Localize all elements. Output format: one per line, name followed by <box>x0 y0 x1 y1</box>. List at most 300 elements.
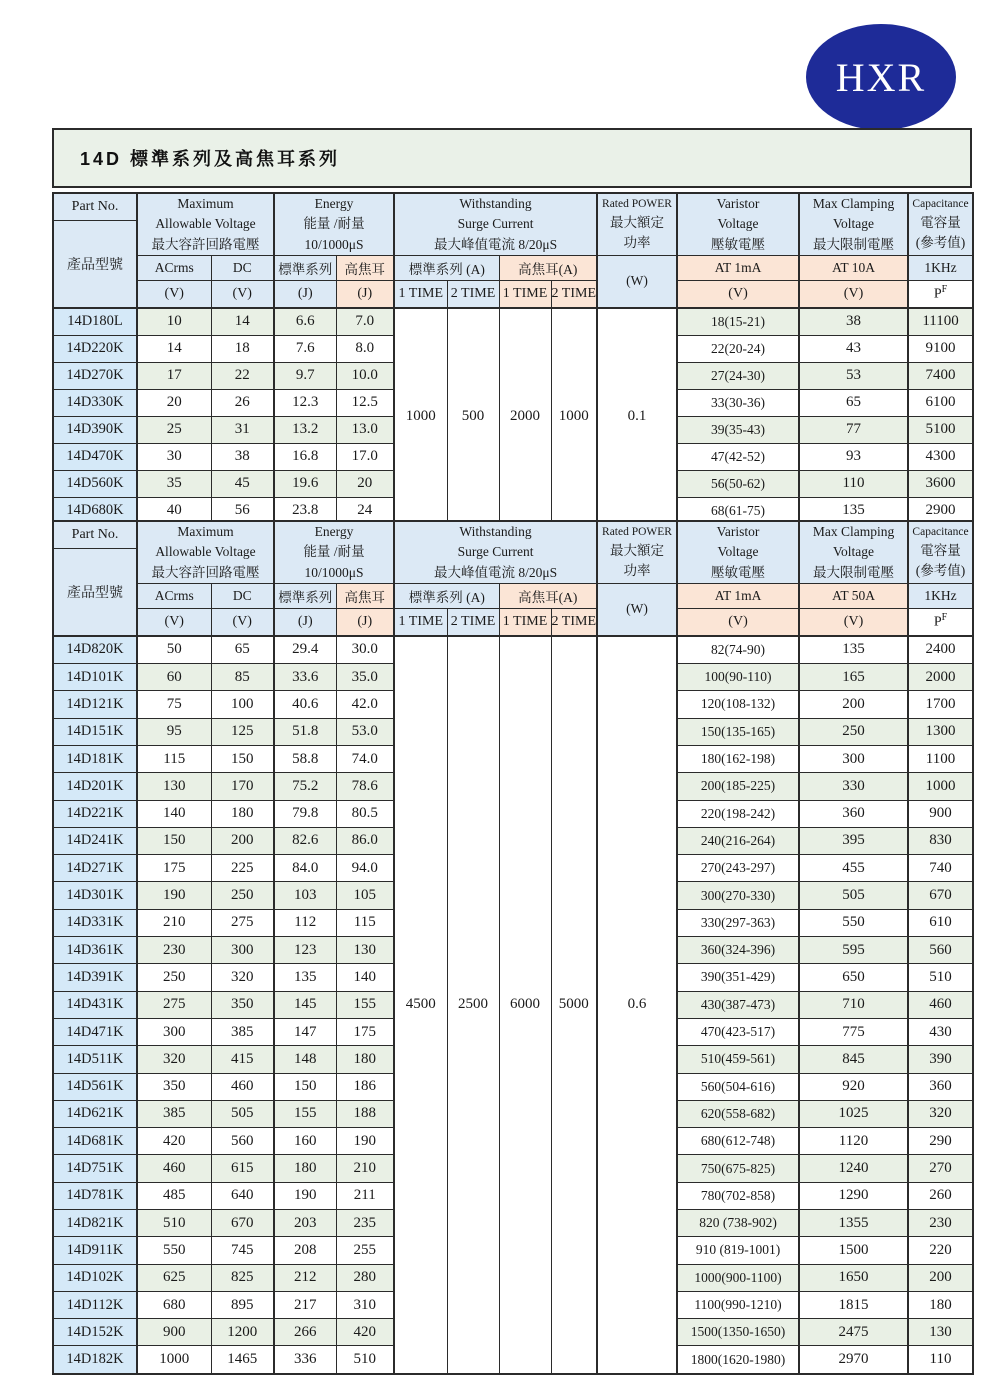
clamping-voltage-cell: 43 <box>799 335 908 362</box>
header-line: Maximum <box>177 524 234 539</box>
energy-std-cell: 12.3 <box>274 389 336 416</box>
acrms-cell: 1000 <box>137 1346 211 1374</box>
energy-high-cell: 510 <box>336 1346 394 1374</box>
surge-current-cell: 6000 <box>499 636 551 1374</box>
capacitance-cell: 1100 <box>908 745 973 772</box>
acrms-cell: 300 <box>137 1018 211 1045</box>
subheader-dc: DC <box>211 255 274 280</box>
surge-current-cell: 4500 <box>394 636 447 1374</box>
capacitance-cell: 6100 <box>908 389 973 416</box>
clamping-voltage-cell: 77 <box>799 416 908 443</box>
dc-cell: 56 <box>211 497 274 525</box>
subheader-at-clamp: AT 10A <box>799 255 908 280</box>
clamping-voltage-cell: 110 <box>799 470 908 497</box>
energy-high-cell: 13.0 <box>336 416 394 443</box>
part-no-cell: 14D470K <box>53 443 137 470</box>
capacitance-cell: 180 <box>908 1291 973 1318</box>
header-line: 10/1000μS <box>304 236 364 252</box>
page-title-bar <box>52 128 972 188</box>
acrms-cell: 250 <box>137 964 211 991</box>
acrms-cell: 385 <box>137 1100 211 1127</box>
unit-pf <box>908 280 973 308</box>
surge-current-cell: 1000 <box>551 308 597 525</box>
varistor-voltage-cell: 1100(990-1210) <box>677 1291 799 1318</box>
energy-std-cell: 84.0 <box>274 855 336 882</box>
acrms-cell: 460 <box>137 1155 211 1182</box>
spec-table-50a <box>52 520 974 1375</box>
energy-high-cell: 175 <box>336 1018 394 1045</box>
energy-high-cell: 186 <box>336 1073 394 1100</box>
header-line: Rated POWER <box>602 197 672 210</box>
subheader-acrms: ACrms <box>137 255 211 280</box>
energy-std-cell: 79.8 <box>274 800 336 827</box>
energy-std-cell: 155 <box>274 1100 336 1127</box>
part-no-cell: 14D820K <box>53 636 137 664</box>
clamping-voltage-cell: 1355 <box>799 1209 908 1236</box>
surge-current-cell: 5000 <box>551 636 597 1374</box>
part-no-cell: 14D151K <box>53 718 137 745</box>
energy-std-cell: 7.6 <box>274 335 336 362</box>
energy-std-cell: 336 <box>274 1346 336 1374</box>
clamping-voltage-cell: 360 <box>799 800 908 827</box>
clamping-voltage-cell: 165 <box>799 664 908 691</box>
dc-cell: 1465 <box>211 1346 274 1374</box>
header-line: Voltage <box>833 544 875 560</box>
clamping-voltage-cell: 38 <box>799 308 908 336</box>
energy-high-cell: 42.0 <box>336 691 394 718</box>
energy-high-cell: 211 <box>336 1182 394 1209</box>
dc-cell: 250 <box>211 882 274 909</box>
header-line: Max Clamping <box>812 524 895 539</box>
varistor-voltage-cell: 150(135-165) <box>677 718 799 745</box>
col-header-varistor-voltage <box>677 193 799 255</box>
varistor-voltage-cell: 120(108-132) <box>677 691 799 718</box>
energy-high-cell: 30.0 <box>336 636 394 664</box>
header-line: Surge Current <box>457 216 534 232</box>
clamping-voltage-cell: 595 <box>799 937 908 964</box>
capacitance-cell: 7400 <box>908 362 973 389</box>
capacitance-cell: 4300 <box>908 443 973 470</box>
acrms-cell: 115 <box>137 745 211 772</box>
subheader-high-joule-a: 高焦耳(A) <box>499 255 597 280</box>
part-no-cell: 14D821K <box>53 1209 137 1236</box>
energy-std-cell: 13.2 <box>274 416 336 443</box>
part-no-cell: 14D361K <box>53 937 137 964</box>
varistor-voltage-cell: 430(387-473) <box>677 991 799 1018</box>
acrms-cell: 550 <box>137 1237 211 1264</box>
energy-high-cell: 35.0 <box>336 664 394 691</box>
energy-std-cell: 75.2 <box>274 773 336 800</box>
acrms-cell: 210 <box>137 909 211 936</box>
clamping-voltage-cell: 1650 <box>799 1264 908 1291</box>
energy-std-cell: 82.6 <box>274 827 336 854</box>
varistor-voltage-cell: 300(270-330) <box>677 882 799 909</box>
unit-acrms-v: (V) <box>137 608 211 636</box>
hxr-logo <box>806 24 956 130</box>
dc-cell: 38 <box>211 443 274 470</box>
header-line: Energy <box>314 196 354 211</box>
col-header-varistor-voltage <box>677 521 799 583</box>
dc-cell: 100 <box>211 691 274 718</box>
acrms-cell: 140 <box>137 800 211 827</box>
unit-high-2time: 2 TIME <box>551 608 597 636</box>
subheader-1khz: 1KHz <box>908 255 973 280</box>
varistor-voltage-cell: 220(198-242) <box>677 800 799 827</box>
energy-std-cell: 23.8 <box>274 497 336 525</box>
dc-cell: 225 <box>211 855 274 882</box>
clamping-voltage-cell: 300 <box>799 745 908 772</box>
acrms-cell: 95 <box>137 718 211 745</box>
varistor-voltage-cell: 470(423-517) <box>677 1018 799 1045</box>
unit-varistor-v: (V) <box>677 608 799 636</box>
part-no-cell: 14D271K <box>53 855 137 882</box>
capacitance-cell: 2000 <box>908 664 973 691</box>
part-no-cell: 14D561K <box>53 1073 137 1100</box>
subheader-std-series-a: 標準系列 (A) <box>394 255 499 280</box>
clamping-voltage-cell: 1290 <box>799 1182 908 1209</box>
capacitance-cell: 5100 <box>908 416 973 443</box>
part-no-cell: 14D270K <box>53 362 137 389</box>
subheader-at-1ma: AT 1mA <box>677 255 799 280</box>
energy-std-cell: 103 <box>274 882 336 909</box>
header-line: Max Clamping <box>812 196 895 211</box>
dc-cell: 385 <box>211 1018 274 1045</box>
col-header-part-no-zh: 產品型號 <box>53 549 137 636</box>
energy-high-cell: 155 <box>336 991 394 1018</box>
energy-high-cell: 86.0 <box>336 827 394 854</box>
subheader-std-series-j: 標準系列 <box>274 255 336 280</box>
varistor-voltage-cell: 270(243-297) <box>677 855 799 882</box>
unit-dc-v: (V) <box>211 280 274 308</box>
unit-std-j: (J) <box>274 608 336 636</box>
clamping-voltage-cell: 2970 <box>799 1346 908 1374</box>
dc-cell: 18 <box>211 335 274 362</box>
varistor-voltage-cell: 750(675-825) <box>677 1155 799 1182</box>
dc-cell: 460 <box>211 1073 274 1100</box>
energy-high-cell: 24 <box>336 497 394 525</box>
pf-base: P <box>933 615 942 631</box>
unit-clamp-v: (V) <box>799 280 908 308</box>
energy-std-cell: 148 <box>274 1046 336 1073</box>
part-no-cell: 14D241K <box>53 827 137 854</box>
energy-high-cell: 235 <box>336 1209 394 1236</box>
header-line: Allowable Voltage <box>155 544 256 560</box>
unit-high-2time: 2 TIME <box>551 280 597 308</box>
subheader-std-series-j: 標準系列 <box>274 583 336 608</box>
pf-base: P <box>933 287 942 303</box>
header-line: 電容量 <box>920 214 961 230</box>
capacitance-cell: 3600 <box>908 470 973 497</box>
clamping-voltage-cell: 1240 <box>799 1155 908 1182</box>
col-header-surge <box>394 521 597 583</box>
energy-high-cell: 12.5 <box>336 389 394 416</box>
varistor-voltage-cell: 240(216-264) <box>677 827 799 854</box>
energy-high-cell: 140 <box>336 964 394 991</box>
dc-cell: 22 <box>211 362 274 389</box>
table-row <box>53 308 973 336</box>
clamping-voltage-cell: 65 <box>799 389 908 416</box>
varistor-voltage-cell: 780(702-858) <box>677 1182 799 1209</box>
part-no-cell: 14D182K <box>53 1346 137 1374</box>
dc-cell: 300 <box>211 937 274 964</box>
header-line: Surge Current <box>457 544 534 560</box>
energy-std-cell: 212 <box>274 1264 336 1291</box>
col-header-surge <box>394 193 597 255</box>
dc-cell: 170 <box>211 773 274 800</box>
energy-std-cell: 16.8 <box>274 443 336 470</box>
header-line: 能量 /耐量 <box>303 216 365 232</box>
capacitance-cell: 670 <box>908 882 973 909</box>
dc-cell: 320 <box>211 964 274 991</box>
energy-std-cell: 40.6 <box>274 691 336 718</box>
acrms-cell: 420 <box>137 1128 211 1155</box>
varistor-voltage-cell: 47(42-52) <box>677 443 799 470</box>
unit-clamp-v: (V) <box>799 608 908 636</box>
capacitance-cell: 1000 <box>908 773 973 800</box>
dc-cell: 560 <box>211 1128 274 1155</box>
header-line: Voltage <box>717 216 759 232</box>
capacitance-cell: 290 <box>908 1128 973 1155</box>
part-no-cell: 14D431K <box>53 991 137 1018</box>
clamping-voltage-cell: 93 <box>799 443 908 470</box>
header-line: 最大容許回路電壓 <box>151 564 260 580</box>
capacitance-cell: 11100 <box>908 308 973 336</box>
col-header-max-voltage <box>137 193 274 255</box>
clamping-voltage-cell: 135 <box>799 636 908 664</box>
clamping-voltage-cell: 135 <box>799 497 908 525</box>
header-line: 功率 <box>623 235 651 250</box>
part-no-cell: 14D221K <box>53 800 137 827</box>
header-line: 最大額定 <box>610 542 665 558</box>
acrms-cell: 17 <box>137 362 211 389</box>
header-line: Varistor <box>716 196 760 211</box>
dc-cell: 745 <box>211 1237 274 1264</box>
energy-std-cell: 19.6 <box>274 470 336 497</box>
part-no-cell: 14D681K <box>53 1128 137 1155</box>
part-no-cell: 14D152K <box>53 1319 137 1346</box>
capacitance-cell: 360 <box>908 1073 973 1100</box>
energy-high-cell: 53.0 <box>336 718 394 745</box>
part-no-cell: 14D101K <box>53 664 137 691</box>
part-no-cell: 14D680K <box>53 497 137 525</box>
acrms-cell: 60 <box>137 664 211 691</box>
acrms-cell: 75 <box>137 691 211 718</box>
energy-std-cell: 123 <box>274 937 336 964</box>
varistor-voltage-cell: 1800(1620-1980) <box>677 1346 799 1374</box>
header-line: 最大峰值電流 8/20μS <box>433 564 558 580</box>
clamping-voltage-cell: 650 <box>799 964 908 991</box>
surge-current-cell: 1000 <box>394 308 447 525</box>
unit-high-1time: 1 TIME <box>499 608 551 636</box>
energy-high-cell: 280 <box>336 1264 394 1291</box>
dc-cell: 150 <box>211 745 274 772</box>
dc-cell: 415 <box>211 1046 274 1073</box>
acrms-cell: 130 <box>137 773 211 800</box>
clamping-voltage-cell: 710 <box>799 991 908 1018</box>
header-line: 壓敏電壓 <box>711 236 766 252</box>
acrms-cell: 175 <box>137 855 211 882</box>
dc-cell: 200 <box>211 827 274 854</box>
varistor-voltage-cell: 56(50-62) <box>677 470 799 497</box>
subheader-1khz: 1KHz <box>908 583 973 608</box>
clamping-voltage-cell: 200 <box>799 691 908 718</box>
acrms-cell: 485 <box>137 1182 211 1209</box>
energy-std-cell: 135 <box>274 964 336 991</box>
header-line: Voltage <box>717 544 759 560</box>
varistor-voltage-cell: 360(324-396) <box>677 937 799 964</box>
capacitance-cell: 220 <box>908 1237 973 1264</box>
subheader-high-joule-a: 高焦耳(A) <box>499 583 597 608</box>
subheader-std-series-a: 標準系列 (A) <box>394 583 499 608</box>
part-no-cell: 14D102K <box>53 1264 137 1291</box>
part-no-cell: 14D121K <box>53 691 137 718</box>
energy-high-cell: 8.0 <box>336 335 394 362</box>
dc-cell: 65 <box>211 636 274 664</box>
energy-high-cell: 130 <box>336 937 394 964</box>
header-line: Varistor <box>716 524 760 539</box>
header-line: (參考值) <box>915 563 966 578</box>
col-header-max-clamping <box>799 193 908 255</box>
energy-high-cell: 10.0 <box>336 362 394 389</box>
energy-high-cell: 210 <box>336 1155 394 1182</box>
dc-cell: 505 <box>211 1100 274 1127</box>
capacitance-cell: 430 <box>908 1018 973 1045</box>
dc-cell: 825 <box>211 1264 274 1291</box>
unit-acrms-v: (V) <box>137 280 211 308</box>
header-line: 最大峰值電流 8/20μS <box>433 236 558 252</box>
energy-std-cell: 266 <box>274 1319 336 1346</box>
energy-std-cell: 51.8 <box>274 718 336 745</box>
acrms-cell: 275 <box>137 991 211 1018</box>
clamping-voltage-cell: 250 <box>799 718 908 745</box>
capacitance-cell: 110 <box>908 1346 973 1374</box>
capacitance-cell: 900 <box>908 800 973 827</box>
varistor-voltage-cell: 82(74-90) <box>677 636 799 664</box>
energy-std-cell: 203 <box>274 1209 336 1236</box>
varistor-voltage-cell: 560(504-616) <box>677 1073 799 1100</box>
clamping-voltage-cell: 1815 <box>799 1291 908 1318</box>
acrms-cell: 30 <box>137 443 211 470</box>
energy-high-cell: 78.6 <box>336 773 394 800</box>
unit-pf <box>908 608 973 636</box>
clamping-voltage-cell: 53 <box>799 362 908 389</box>
unit-std-j: (J) <box>274 280 336 308</box>
col-header-capacitance <box>908 521 973 583</box>
varistor-voltage-cell: 680(612-748) <box>677 1128 799 1155</box>
part-no-cell: 14D301K <box>53 882 137 909</box>
dc-cell: 275 <box>211 909 274 936</box>
col-header-capacitance <box>908 193 973 255</box>
varistor-voltage-cell: 910 (819-1001) <box>677 1237 799 1264</box>
header-line: Allowable Voltage <box>155 216 256 232</box>
header-line: 功率 <box>623 563 651 578</box>
clamping-voltage-cell: 455 <box>799 855 908 882</box>
energy-std-cell: 150 <box>274 1073 336 1100</box>
acrms-cell: 50 <box>137 636 211 664</box>
dc-cell: 895 <box>211 1291 274 1318</box>
dc-cell: 14 <box>211 308 274 336</box>
part-no-cell: 14D390K <box>53 416 137 443</box>
header-line: Capacitance <box>912 525 969 538</box>
acrms-cell: 14 <box>137 335 211 362</box>
energy-high-cell: 190 <box>336 1128 394 1155</box>
surge-current-cell: 2000 <box>499 308 551 525</box>
energy-high-cell: 20 <box>336 470 394 497</box>
energy-high-cell: 180 <box>336 1046 394 1073</box>
capacitance-cell: 270 <box>908 1155 973 1182</box>
energy-high-cell: 80.5 <box>336 800 394 827</box>
clamping-voltage-cell: 1025 <box>799 1100 908 1127</box>
table-row <box>53 636 973 664</box>
energy-high-cell: 115 <box>336 909 394 936</box>
col-header-energy <box>274 193 394 255</box>
energy-std-cell: 29.4 <box>274 636 336 664</box>
col-header-part-no: Part No. <box>53 193 137 221</box>
acrms-cell: 900 <box>137 1319 211 1346</box>
surge-current-cell: 500 <box>447 308 499 525</box>
capacitance-cell: 830 <box>908 827 973 854</box>
header-line: Withstanding <box>459 196 532 211</box>
header-line: Maximum <box>177 196 234 211</box>
col-header-rated-power <box>597 521 677 583</box>
header-line: Energy <box>314 524 354 539</box>
capacitance-cell: 560 <box>908 937 973 964</box>
subheader-dc: DC <box>211 583 274 608</box>
unit-high-j: (J) <box>336 280 394 308</box>
acrms-cell: 40 <box>137 497 211 525</box>
varistor-voltage-cell: 620(558-682) <box>677 1100 799 1127</box>
dc-cell: 615 <box>211 1155 274 1182</box>
capacitance-cell: 9100 <box>908 335 973 362</box>
part-no-cell: 14D781K <box>53 1182 137 1209</box>
capacitance-cell: 460 <box>908 991 973 1018</box>
energy-high-cell: 94.0 <box>336 855 394 882</box>
energy-std-cell: 217 <box>274 1291 336 1318</box>
header-line: 能量 /耐量 <box>303 544 365 560</box>
col-header-max-voltage <box>137 521 274 583</box>
unit-std-2time: 2 TIME <box>447 608 499 636</box>
acrms-cell: 25 <box>137 416 211 443</box>
header-line: 壓敏電壓 <box>711 564 766 580</box>
header-line: 10/1000μS <box>304 564 364 580</box>
unit-dc-v: (V) <box>211 608 274 636</box>
unit-std-2time: 2 TIME <box>447 280 499 308</box>
part-no-cell: 14D181K <box>53 745 137 772</box>
clamping-voltage-cell: 845 <box>799 1046 908 1073</box>
subheader-watt: (W) <box>597 255 677 308</box>
capacitance-cell: 200 <box>908 1264 973 1291</box>
part-no-cell: 14D112K <box>53 1291 137 1318</box>
capacitance-cell: 1300 <box>908 718 973 745</box>
header-line: (參考值) <box>915 235 966 250</box>
dc-cell: 26 <box>211 389 274 416</box>
unit-varistor-v: (V) <box>677 280 799 308</box>
header-line: Capacitance <box>912 197 969 210</box>
col-header-part-no: Part No. <box>53 521 137 549</box>
acrms-cell: 230 <box>137 937 211 964</box>
varistor-voltage-cell: 200(185-225) <box>677 773 799 800</box>
clamping-voltage-cell: 505 <box>799 882 908 909</box>
clamping-voltage-cell: 2475 <box>799 1319 908 1346</box>
part-no-cell: 14D330K <box>53 389 137 416</box>
clamping-voltage-cell: 920 <box>799 1073 908 1100</box>
energy-std-cell: 9.7 <box>274 362 336 389</box>
clamping-voltage-cell: 550 <box>799 909 908 936</box>
capacitance-cell: 2900 <box>908 497 973 525</box>
varistor-voltage-cell: 390(351-429) <box>677 964 799 991</box>
dc-cell: 31 <box>211 416 274 443</box>
page-title: 14D 標準系列及高焦耳系列 <box>80 149 341 169</box>
